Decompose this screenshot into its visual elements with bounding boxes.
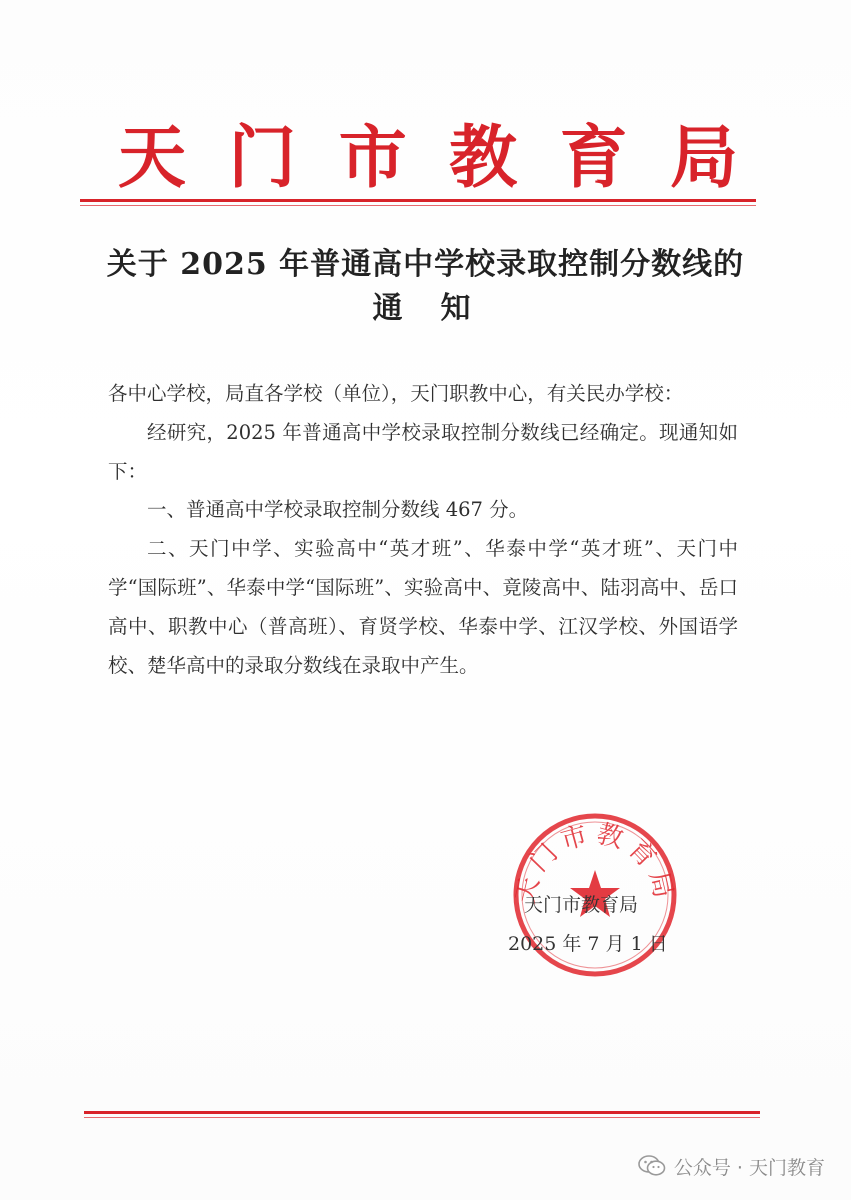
signature-date: 2025 年 7 月 1 日 (508, 933, 668, 955)
org-char: 门 (228, 118, 297, 198)
org-char: 教 (449, 118, 518, 198)
seal-text: 天门市教育局 (510, 818, 680, 907)
org-char: 市 (338, 118, 407, 198)
document-title (0, 243, 851, 331)
intro-paragraph: 经研究，2025 年普通高中学校录取控制分数线已经确定。现通知如下： (108, 420, 738, 483)
signature-org: 天门市教育局 (524, 894, 639, 916)
header-divider-thin (80, 205, 756, 206)
header-divider (80, 199, 756, 202)
org-header (118, 118, 738, 198)
org-char: 育 (559, 118, 628, 198)
title-line-2: 通知 (372, 291, 509, 326)
wechat-icon (638, 1154, 666, 1178)
salutation: 各中心学校，局直各学校（单位），天门职教中心，有关民办学校： (108, 382, 684, 405)
org-char: 局 (669, 118, 738, 198)
document-body (108, 375, 738, 685)
footer-divider-thin (84, 1117, 760, 1118)
item-1: 一、普通高中学校录取控制分数线 467 分。 (147, 498, 529, 522)
item-2: 二、天门中学、实验高中“英才班”、华泰中学“英才班”、天门中学“国际班”、华泰中学“国际班”、实验高中、竟陵高中、陆羽高中、岳口高中、职教中心（普高班）、育贤学校、华泰中学、江汉学校、外国语学校、楚华高中的录取分数线在录取中产生。 (108, 537, 738, 677)
watermark-label: 公众号 · 天门教育 (673, 1156, 825, 1179)
org-char: 天 (118, 118, 187, 198)
watermark (638, 1151, 825, 1181)
footer-divider (84, 1111, 760, 1114)
title-line-1: 关于 2025 年普通高中学校录取控制分数线的 (106, 247, 745, 282)
